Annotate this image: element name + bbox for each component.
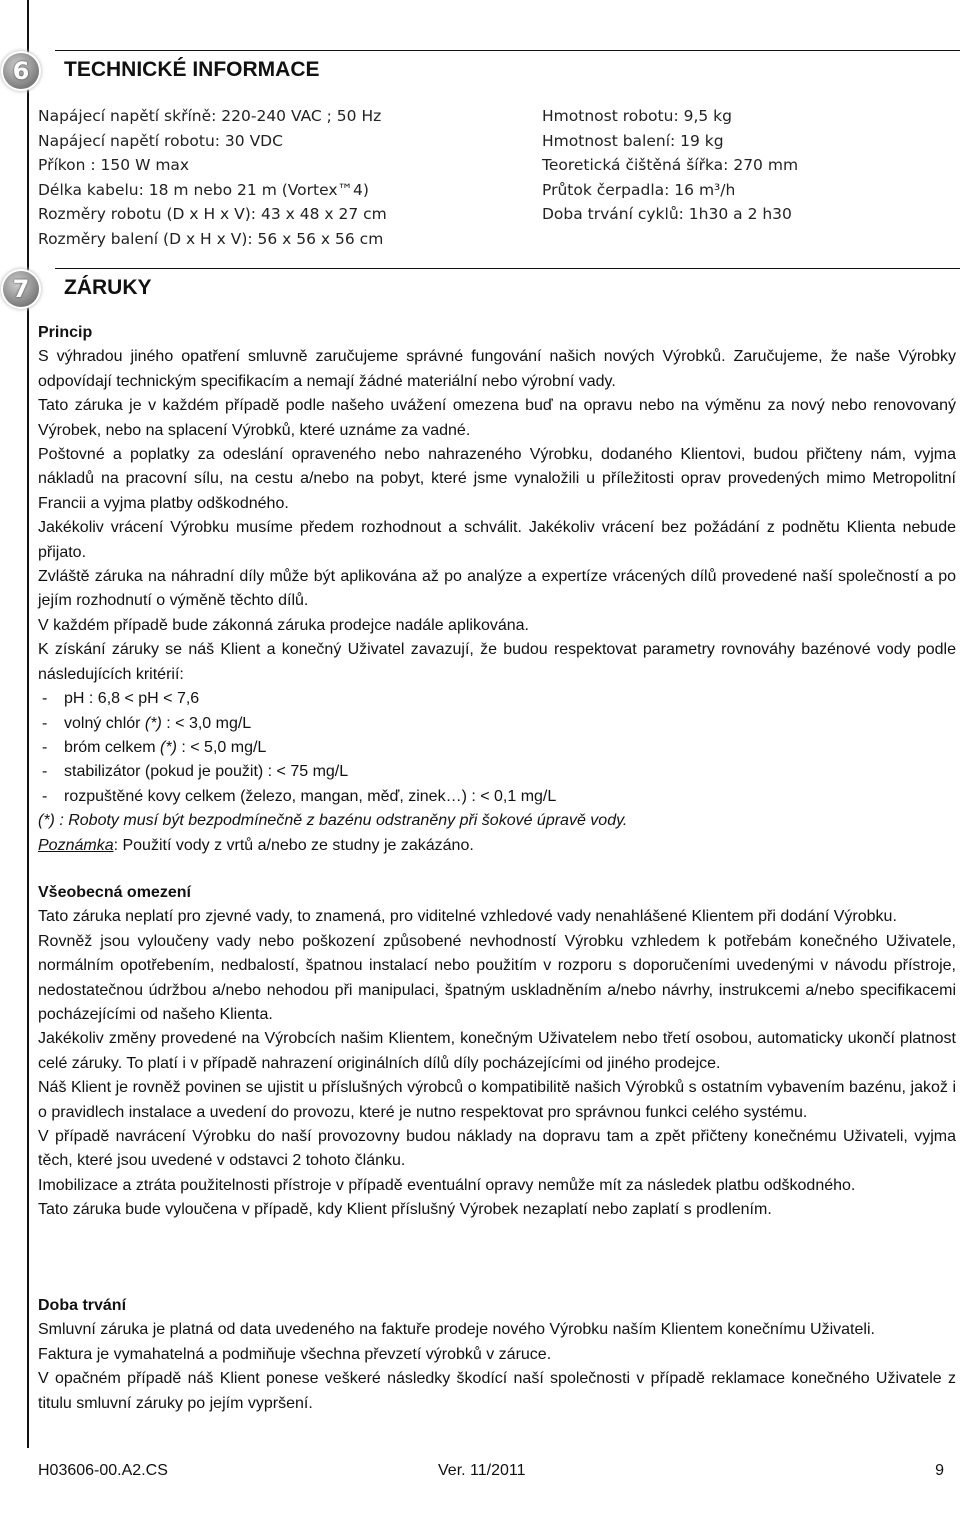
spec-item: Doba trvání cyklů: 1h30 a 2 h30: [542, 205, 792, 224]
principle-block: [38, 321, 956, 858]
section-6-header: [0, 50, 960, 90]
limits-paragraph: Rovněž jsou vyloučeny vady nebo poškození způsobené nevhodností Výrobku vzhledem k potřebám konečného Uživatele, normálním opotřebením, nedbalostí, špatnou instalací nebo použitím v rozporu s doporučeními uvedenými v návodu přístroje, nedostatečnou údržbou a/nebo nehodou při manipulaci, špatným uskladněním a/nebo návrhy, instrukcemi a/nebo specifikacemi pocházejícími od našeho Klienta.: [38, 932, 956, 1024]
spec-item: Rozměry robotu (D x H x V): 43 x 48 x 27 cm: [38, 205, 387, 224]
principle-paragraph: K získání záruky se náš Klient a konečný Uživatel zavazují, že budou respektovat parametry rovnováhy bazénové vody podle následujících kritérií:: [38, 641, 956, 683]
spec-item: Teoretická čištěná šířka: 270 mm: [542, 156, 799, 175]
principle-paragraph: Tato záruka je v každém případě podle našeho uvážení omezena buď na opravu nebo na výměnu za nový nebo renovovaný Výrobek, nebo na splacení Výrobků, které uznáme za vadné.: [38, 397, 956, 439]
spec-item: Rozměry balení (D x H x V): 56 x 56 x 56 cm: [38, 229, 384, 248]
spec-item: Hmotnost robotu: 9,5 kg: [542, 107, 732, 125]
duration-paragraph: Smluvní záruka je platná od data uvedeného na faktuře prodeje nového Výrobku naším Klientem konečnímu Uživateli.: [38, 1321, 875, 1339]
limits-paragraph: V případě navrácení Výrobku do naší provozovny budou náklady na dopravu tam a zpět přičteny konečnému Uživateli, vyjma těch, které jsou uvedené v odstavci 2 tohoto článku.: [38, 1128, 956, 1170]
limits-paragraph: Jakékoliv změny provedené na Výrobcích našim Klientem, konečným Uživatelem nebo třetí osobou, automaticky ukončí platnost celé záruky. To platí i v případě nahrazení originálních dílů díly pocházejícími od jiného prodejce.: [38, 1030, 956, 1072]
criteria-item: - bróm celkem (*) : < 5,0 mg/L: [42, 738, 267, 756]
footer-doc-code: H03606-00.A2.CS: [38, 1462, 168, 1479]
duration-paragraph: V opačném případě náš Klient ponese veškeré následky škodící naší společnosti v případě reklamace konečného Uživatele z titulu smluvní záruky po jejím vypršení.: [38, 1370, 956, 1412]
note-label: Poznámka: [38, 836, 114, 854]
limits-paragraph: Náš Klient je rovněž povinen se ujistit u příslušných výrobců o kompatibilitě našich Výrobků s ostatním vybavením bazénu, jakož i o pravidlech instalace a uvedení do provozu, které je nutno respektovat pro správnou funkci celého systému.: [38, 1079, 956, 1121]
spec-item: Napájecí napětí skříně: 220-240 VAC ; 50 Hz: [38, 107, 382, 125]
duration-block: [38, 1294, 956, 1416]
spec-item: Příkon : 150 W max: [38, 156, 190, 175]
limits-block: [38, 881, 956, 1223]
principle-paragraph: V každém případě bude zákonná záruka prodejce nadále aplikována.: [38, 616, 529, 634]
limits-heading: Všeobecná omezení: [38, 884, 191, 901]
principle-paragraph: Jakékoliv vrácení Výrobku musíme předem rozhodnout a schválit. Jakékoliv vrácení bez požádání z podnětu Klienta nebude přijato.: [38, 519, 956, 561]
section-6-title: TECHNICKÉ INFORMACE: [64, 58, 320, 81]
spec-list-right: [542, 104, 798, 227]
principle-paragraph: Zvláště záruka na náhradní díly může být aplikována až po analýze a expertíze vrácených dílů provedené naší společností a po jejím rozhodnutí o výměně těchto dílů.: [38, 568, 956, 610]
spec-item: Délka kabelu: 18 m nebo 21 m (Vortex™4): [38, 180, 369, 199]
criteria-item: - rozpuštěné kovy celkem (železo, mangan, měď, zinek…) : < 0,1 mg/L: [42, 787, 557, 805]
section-7-header: [0, 268, 960, 308]
criteria-item: - pH : 6,8 < pH < 7,6: [42, 690, 200, 708]
criteria-item: - stabilizátor (pokud je použit) : < 75 mg/L: [42, 763, 349, 781]
duration-paragraph: Faktura je vymahatelná a podmiňuje všechna převzetí výrobků v záruce.: [38, 1345, 552, 1363]
footer-page-number: 9: [935, 1462, 944, 1479]
section-6-number-badge: 6: [3, 53, 39, 89]
note-line: [38, 834, 956, 858]
criteria-item: - volný chlór (*) : < 3,0 mg/L: [42, 714, 252, 732]
footer-version: Ver. 11/2011: [438, 1462, 526, 1479]
page-left-rule: [27, 0, 29, 1448]
note-text: : Použití vody z vrtů a/nebo ze studny je zakázáno.: [113, 836, 474, 854]
criteria-footnote: (*) : Roboty musí být bezpodmínečně z bazénu odstraněny při šokové úpravě vody.: [38, 812, 628, 830]
page-footer: [38, 1462, 944, 1486]
limits-paragraph: Tato záruka neplatí pro zjevné vady, to znamená, pro viditelné vzhledové vady nenahlášené Klientem při dodání Výrobku.: [38, 908, 897, 926]
section-6-rule: [55, 50, 960, 51]
limits-paragraph: Imobilizace a ztráta použitelnosti přístroje v případě eventuální opravy nemůže mít za následek platbu odškodného.: [38, 1176, 856, 1194]
spec-item: Hmotnost balení: 19 kg: [542, 131, 724, 150]
principle-paragraph: S výhradou jiného opatření smluvně zaručujeme správné fungování našich nových Výrobků. Zaručujeme, že naše Výrobky odpovídají technickým specifikacím a nemají žádné materiální nebo výrobní vady.: [38, 348, 956, 390]
section-7-title: ZÁRUKY: [64, 276, 152, 299]
limits-paragraph: Tato záruka bude vyloučena v případě, kdy Klient příslušný Výrobek nezaplatí nebo zaplatí s prodlením.: [38, 1201, 772, 1219]
principle-heading: Princip: [38, 324, 93, 341]
section-7-number-badge: 7: [3, 271, 39, 307]
spec-item: Průtok čerpadla: 16 m³/h: [542, 180, 736, 199]
spec-list-left: [38, 104, 387, 252]
spec-item: Napájecí napětí robotu: 30 VDC: [38, 131, 283, 150]
duration-heading: Doba trvání: [38, 1297, 127, 1314]
section-7-rule: [55, 268, 960, 269]
principle-paragraph: Poštovné a poplatky za odeslání opraveného nebo nahrazeného Výrobku, dodaného Klientovi, budou přičteny nám, vyjma nákladů na pracovní sílu, na cestu a/nebo na pobyt, které jsme vynaložili u příležitosti oprav provedených mimo Metropolitní Francii a vyjma platby odškodného.: [38, 446, 956, 512]
